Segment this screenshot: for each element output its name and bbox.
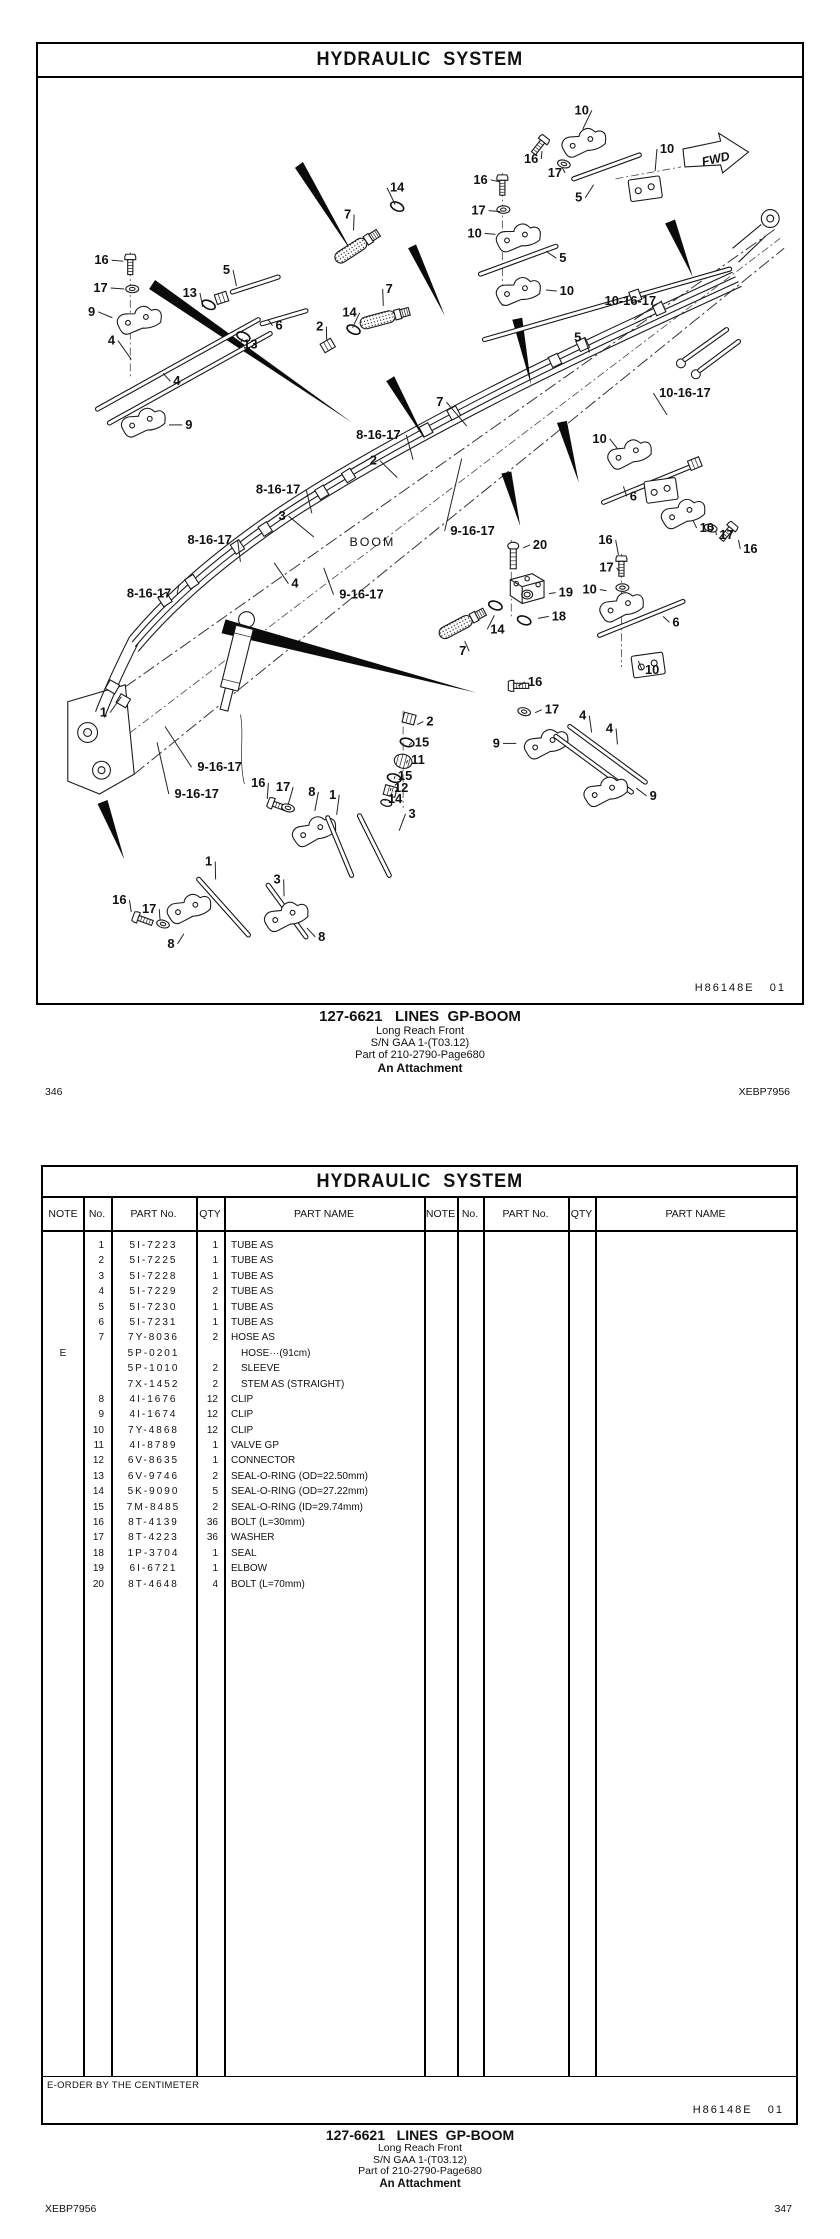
cell-part-no: 4I-8789 — [129, 1440, 178, 1452]
cell-qty: 12 — [206, 1393, 218, 1405]
cell-qty: 2 — [212, 1332, 218, 1344]
callout-label: 14 — [490, 621, 505, 637]
leader-line — [383, 289, 384, 306]
callout-label: 14 — [342, 304, 357, 320]
cell-qty: 2 — [212, 1378, 218, 1390]
cell-part-name: SEAL — [231, 1547, 257, 1559]
cell-qty: 2 — [212, 1470, 218, 1482]
leader-line — [549, 593, 556, 594]
cell-qty: 12 — [206, 1424, 218, 1436]
cell-part-name: TUBE AS — [231, 1301, 274, 1313]
table-row — [43, 1484, 796, 1499]
cell-no: 19 — [92, 1563, 104, 1575]
table-row — [43, 1238, 796, 1253]
cell-part-no: 5I-7229 — [129, 1286, 178, 1298]
boom-label: BOOM — [349, 534, 396, 549]
callout-label: 17 — [719, 527, 734, 543]
leader-line — [165, 727, 192, 768]
leader-line — [535, 710, 542, 713]
callout-label: 16 — [94, 252, 109, 268]
cell-part-no: 7M-8485 — [126, 1501, 181, 1513]
callout-label: 4 — [173, 373, 181, 389]
cluster-bottom-right — [508, 680, 645, 808]
leader-line — [118, 341, 131, 360]
caption-title: 127-6621 LINES GP-BOOM — [325, 2127, 515, 2143]
cell-part-no: 8T-4139 — [128, 1517, 179, 1529]
callout-label: 16 — [112, 892, 127, 908]
cell-part-no: 7Y-8036 — [128, 1332, 179, 1344]
cell-no: 4 — [98, 1286, 104, 1298]
leader-line — [445, 459, 462, 531]
table-row — [43, 1315, 796, 1330]
cell-part-no: 6I-6721 — [129, 1563, 178, 1575]
table-row — [43, 1269, 796, 1284]
cell-qty: 1 — [212, 1455, 218, 1467]
callout-label: 16 — [473, 171, 488, 187]
header-note: NOTE — [48, 1208, 78, 1220]
leader-line — [163, 373, 170, 381]
table-row — [43, 1361, 796, 1376]
cell-part-no: 1P-3704 — [127, 1547, 180, 1559]
leader-line — [98, 312, 112, 318]
table-row — [43, 1500, 796, 1515]
leader-line — [523, 545, 530, 548]
leader-line — [267, 783, 268, 799]
callout-label: 4 — [579, 707, 587, 723]
caption-line2: Long Reach Front — [375, 1025, 465, 1037]
cell-part-name: TUBE AS — [231, 1286, 274, 1298]
header-qty: QTY — [199, 1208, 221, 1220]
pointer-wedges — [98, 162, 693, 860]
cell-no: 12 — [92, 1455, 104, 1467]
callout-label: 5 — [575, 189, 583, 205]
leader-line — [159, 909, 160, 920]
callout-label: 6 — [275, 317, 283, 333]
cluster-right — [597, 435, 739, 678]
callout-label: 10 — [574, 102, 589, 118]
callout-label: 16 — [743, 540, 758, 556]
cell-no: 11 — [93, 1440, 104, 1452]
cell-no: 2 — [98, 1255, 104, 1267]
table-row — [43, 1453, 796, 1468]
leader-line — [129, 900, 131, 912]
cell-part-no: 5I-7231 — [129, 1316, 178, 1328]
header-part-name-2: PART NAME — [665, 1208, 726, 1220]
callout-label: 6 — [672, 614, 680, 630]
leader-line — [399, 814, 405, 831]
cell-part-name: SEAL-O-RING (OD=22.50mm) — [231, 1470, 368, 1482]
page1-title-box — [36, 42, 804, 78]
cell-part-no: 5P-0201 — [127, 1347, 180, 1359]
header-qty-2: QTY — [570, 1208, 593, 1220]
leader-line — [636, 788, 646, 796]
figure-code: H86148E 01 — [692, 2104, 784, 2116]
leader-line — [589, 716, 591, 733]
leader-line — [233, 270, 236, 286]
cell-no: 18 — [92, 1547, 104, 1559]
figure-code: H86148E 01 — [694, 982, 786, 994]
callout-label: 10 — [582, 581, 597, 597]
callout-label: 7 — [436, 394, 444, 410]
callout-label: 8 — [167, 935, 175, 951]
leader-line — [600, 590, 607, 591]
callout-label: 12 — [393, 780, 409, 796]
leader-line — [111, 288, 125, 289]
callout-label: 2 — [316, 318, 324, 334]
callout-label: 3 — [408, 805, 416, 821]
page-number: 347 — [774, 2203, 792, 2215]
leader-line — [324, 568, 334, 595]
table-row — [43, 1515, 796, 1530]
leader-line — [738, 540, 740, 549]
cell-part-name: STEM AS (STRAIGHT) — [241, 1378, 345, 1390]
callout-label: 2 — [369, 452, 377, 468]
page1-title: HYDRAULIC SYSTEM — [316, 49, 524, 70]
callout-label: 9-16-17 — [339, 586, 384, 602]
callout-label: 4 — [107, 332, 116, 348]
cell-no: 5 — [98, 1301, 104, 1313]
table-row — [43, 1253, 796, 1268]
table-row — [43, 1561, 796, 1576]
cell-part-name: CLIP — [231, 1409, 254, 1421]
page2-caption — [0, 2128, 840, 2191]
cell-part-name: WASHER — [231, 1532, 275, 1544]
cell-no: 17 — [92, 1532, 104, 1544]
callout-label: 17 — [93, 279, 108, 295]
cell-qty: 1 — [212, 1440, 218, 1452]
callout-label: 10 — [467, 225, 482, 241]
cell-qty: 4 — [212, 1578, 218, 1590]
leader-line — [409, 742, 412, 745]
callout-label: 19 — [558, 584, 574, 600]
caption-title: 127-6621 LINES GP-BOOM — [319, 1008, 521, 1025]
cell-part-name: VALVE GP — [231, 1440, 279, 1452]
callout-label: 9 — [492, 735, 500, 751]
cell-no: 15 — [92, 1501, 104, 1513]
cell-part-no: 6V-9746 — [127, 1470, 180, 1482]
callout-label: 17 — [544, 701, 560, 717]
cell-part-name: BOLT (L=70mm) — [231, 1578, 305, 1590]
table-row — [43, 1377, 796, 1392]
cell-part-name: HOSE AS — [231, 1332, 275, 1344]
callout-label: 5 — [574, 329, 582, 345]
page1-diagram-box — [36, 77, 804, 1005]
callout-label: 6 — [629, 488, 637, 504]
caption-line2: Long Reach Front — [377, 2142, 463, 2154]
leader-line — [289, 516, 314, 537]
callout-layer — [88, 102, 758, 950]
callout-label: 17 — [141, 901, 157, 917]
table-row — [43, 1546, 796, 1561]
cell-qty: 12 — [206, 1409, 218, 1421]
header-part-no-2: PART No. — [502, 1208, 549, 1220]
cell-part-no: 6V-8635 — [127, 1455, 180, 1467]
callout-label: 16 — [598, 531, 613, 547]
table-row — [43, 1346, 796, 1361]
cell-qty: 1 — [212, 1316, 218, 1328]
callout-label: 9-16-17 — [450, 523, 495, 539]
callout-label: 15 — [414, 734, 430, 750]
callout-label: 8-16-17 — [187, 531, 232, 547]
callout-label: 8 — [318, 928, 326, 944]
leader-line — [200, 293, 203, 307]
cell-no: 6 — [98, 1316, 104, 1328]
cell-part-no: 4I-1676 — [129, 1393, 178, 1405]
cell-qty: 1 — [212, 1240, 218, 1251]
cell-part-name: SLEEVE — [241, 1363, 280, 1375]
cell-part-name: SEAL-O-RING (ID=29.74mm) — [231, 1501, 363, 1513]
callout-label: 4 — [291, 575, 299, 591]
cell-part-name: TUBE AS — [231, 1316, 274, 1328]
table-row — [43, 1577, 796, 1592]
leader-line — [616, 540, 619, 555]
callout-label: 8-16-17 — [356, 426, 401, 442]
header-no-2: No. — [461, 1208, 479, 1220]
leader-line — [380, 461, 397, 478]
page2-title: HYDRAULIC SYSTEM — [316, 1170, 523, 1192]
cell-no: 1 — [98, 1240, 104, 1251]
cell-qty: 2 — [212, 1363, 218, 1375]
table-row — [43, 1330, 796, 1345]
callout-label: 10 — [659, 141, 675, 157]
cell-no: 7 — [98, 1332, 104, 1344]
cell-part-name: TUBE AS — [231, 1255, 274, 1267]
callout-label: 9-16-17 — [197, 759, 242, 775]
cell-part-name: TUBE AS — [231, 1270, 274, 1282]
callout-label: 8-16-17 — [255, 481, 301, 497]
callout-label: 14 — [388, 790, 403, 806]
callout-label: 15 — [397, 768, 413, 784]
cell-qty: 36 — [206, 1532, 218, 1544]
table-row — [43, 1392, 796, 1407]
cell-part-no: 7Y-4868 — [128, 1424, 179, 1436]
leader-line — [157, 742, 169, 794]
callout-label: 8 — [308, 783, 316, 799]
callout-label: 17 — [599, 559, 614, 575]
table-row — [43, 1407, 796, 1422]
header-note-2: NOTE — [425, 1208, 456, 1220]
hydraulic-lines-diagram — [38, 77, 802, 1003]
cell-note: E — [59, 1347, 67, 1359]
cell-no: 13 — [92, 1470, 104, 1482]
callout-label: 14 — [390, 179, 405, 195]
publication-code: XEBP7956 — [738, 1086, 790, 1098]
callout-label: 5 — [222, 262, 231, 278]
callout-label: 10 — [645, 661, 660, 677]
page2-table-box — [41, 1165, 798, 2125]
leader-line — [663, 616, 669, 622]
table-header-row — [43, 1198, 796, 1232]
callout-label: 7 — [459, 643, 467, 659]
cell-qty: 2 — [212, 1286, 218, 1298]
leader-line — [546, 290, 557, 291]
cell-qty: 1 — [212, 1563, 218, 1575]
table-row — [43, 1530, 796, 1545]
callout-label: 13 — [182, 284, 197, 300]
cell-part-name: TUBE AS — [231, 1240, 274, 1251]
cell-no: 8 — [98, 1393, 104, 1405]
cell-qty: 2 — [212, 1501, 218, 1513]
publication-code: XEBP7956 — [45, 2203, 97, 2215]
order-note: E-ORDER BY THE CENTIMETER — [47, 2080, 200, 2091]
callout-label: 10 — [699, 520, 714, 536]
table-row — [43, 1438, 796, 1453]
callout-label: 16 — [251, 775, 266, 791]
cell-no: 16 — [92, 1517, 104, 1529]
cell-no: 3 — [98, 1270, 104, 1282]
callout-label: 16 — [527, 673, 543, 689]
caption-line5: An Attachment — [377, 1061, 463, 1075]
table-row — [43, 1284, 796, 1299]
cell-no: 9 — [98, 1409, 104, 1421]
leader-line — [337, 795, 340, 815]
callout-label: 13 — [243, 336, 258, 352]
page-number: 346 — [45, 1086, 63, 1098]
callout-label: 10 — [592, 430, 607, 446]
leader-line — [485, 233, 496, 234]
cell-part-no: 8T-4223 — [128, 1532, 179, 1544]
cell-qty: 5 — [212, 1486, 218, 1498]
cell-part-no: 5I-7225 — [129, 1255, 178, 1267]
leader-line — [307, 928, 315, 937]
cell-qty: 1 — [212, 1301, 218, 1313]
table-row — [43, 1300, 796, 1315]
page2-title-box — [43, 1167, 796, 1198]
callout-label: 17 — [275, 779, 291, 795]
table-body — [43, 1232, 796, 2076]
cell-part-name: ELBOW — [231, 1563, 268, 1575]
page2-footer — [43, 2076, 796, 2123]
cell-qty: 1 — [212, 1270, 218, 1282]
leader-line — [417, 722, 423, 725]
callout-label: 9-16-17 — [174, 785, 219, 801]
caption-line4: Part of 210-2790-Page680 — [358, 2165, 482, 2177]
callout-label: 8-16-17 — [126, 585, 172, 601]
cell-no: 10 — [92, 1424, 104, 1436]
cell-part-no: 5I-7228 — [129, 1270, 178, 1282]
leader-line — [178, 934, 184, 944]
callout-label: 20 — [532, 536, 548, 552]
leader-line — [585, 185, 593, 198]
cell-part-name: CONNECTOR — [231, 1455, 296, 1467]
leader-line — [693, 520, 697, 528]
leader-line — [716, 531, 717, 535]
cell-qty: 1 — [212, 1255, 218, 1267]
callout-label: 9 — [649, 787, 657, 803]
callout-label: 2 — [426, 713, 434, 729]
cell-part-no: 4I-1674 — [129, 1409, 178, 1421]
leader-line — [112, 260, 124, 261]
callout-label: 5 — [559, 250, 567, 266]
caption-line5: An Attachment — [379, 2177, 461, 2190]
leader-line — [616, 729, 617, 745]
table-row — [43, 1469, 796, 1484]
callout-label: 1 — [329, 786, 337, 802]
callout-label: 1 — [205, 853, 213, 869]
fwd-label: FWD — [700, 149, 732, 170]
callout-label: 11 — [411, 752, 425, 768]
cell-no: 14 — [92, 1486, 104, 1498]
header-no: No. — [88, 1208, 106, 1220]
leader-line — [354, 215, 355, 231]
page1-caption — [0, 1009, 840, 1075]
callout-label: 3 — [273, 871, 281, 887]
cell-qty: 36 — [206, 1517, 218, 1529]
cell-part-name: SEAL-O-RING (OD=27.22mm) — [231, 1486, 368, 1498]
cell-part-name: BOLT (L=30mm) — [231, 1517, 305, 1529]
callout-label: 9 — [87, 303, 96, 319]
callout-label: 7 — [385, 280, 393, 296]
callout-label: 10-16-17 — [659, 385, 711, 401]
callout-label: 10 — [559, 282, 575, 298]
cell-part-name: CLIP — [231, 1393, 254, 1405]
callout-label: 16 — [523, 150, 539, 166]
header-part-no: PART No. — [130, 1208, 177, 1220]
table-row — [43, 1423, 796, 1438]
callout-label: 17 — [471, 202, 486, 218]
cell-part-no: 8T-4648 — [128, 1578, 179, 1590]
leader-line — [610, 439, 618, 449]
callout-label: 10-16-17 — [604, 292, 657, 308]
cell-part-name: CLIP — [231, 1424, 254, 1436]
leader-line — [394, 776, 395, 779]
header-part-name: PART NAME — [293, 1208, 355, 1220]
callout-label: 4 — [605, 720, 614, 736]
cell-no: 20 — [92, 1578, 104, 1590]
cell-qty: 1 — [212, 1547, 218, 1559]
callout-label: 1 — [99, 704, 108, 720]
callout-label: 18 — [551, 608, 567, 624]
leader-line — [541, 151, 542, 159]
cell-part-no: 5I-7223 — [129, 1240, 178, 1251]
callout-label: 17 — [547, 164, 563, 180]
leader-line — [546, 251, 556, 258]
callout-label: 9 — [185, 416, 193, 432]
caption-line4: Part of 210-2790-Page680 — [355, 1049, 485, 1061]
cell-part-no: 7X-1452 — [127, 1378, 180, 1390]
cell-part-name: HOSE···(91cm) — [241, 1347, 311, 1359]
caption-line3: S/N GAA 1-(T03.12) — [370, 1037, 470, 1049]
callout-label: 3 — [278, 508, 286, 524]
cluster-top-left — [98, 252, 306, 423]
tube-bundle — [96, 272, 742, 718]
cell-part-no: 5K-9090 — [127, 1486, 180, 1498]
cell-part-no: 5I-7230 — [129, 1301, 178, 1313]
callout-label: 7 — [343, 206, 352, 222]
leader-line — [538, 616, 549, 618]
cell-part-no: 5P-1010 — [127, 1363, 180, 1375]
leader-line — [655, 149, 657, 171]
caption-line3: S/N GAA 1-(T03.12) — [373, 2153, 467, 2166]
